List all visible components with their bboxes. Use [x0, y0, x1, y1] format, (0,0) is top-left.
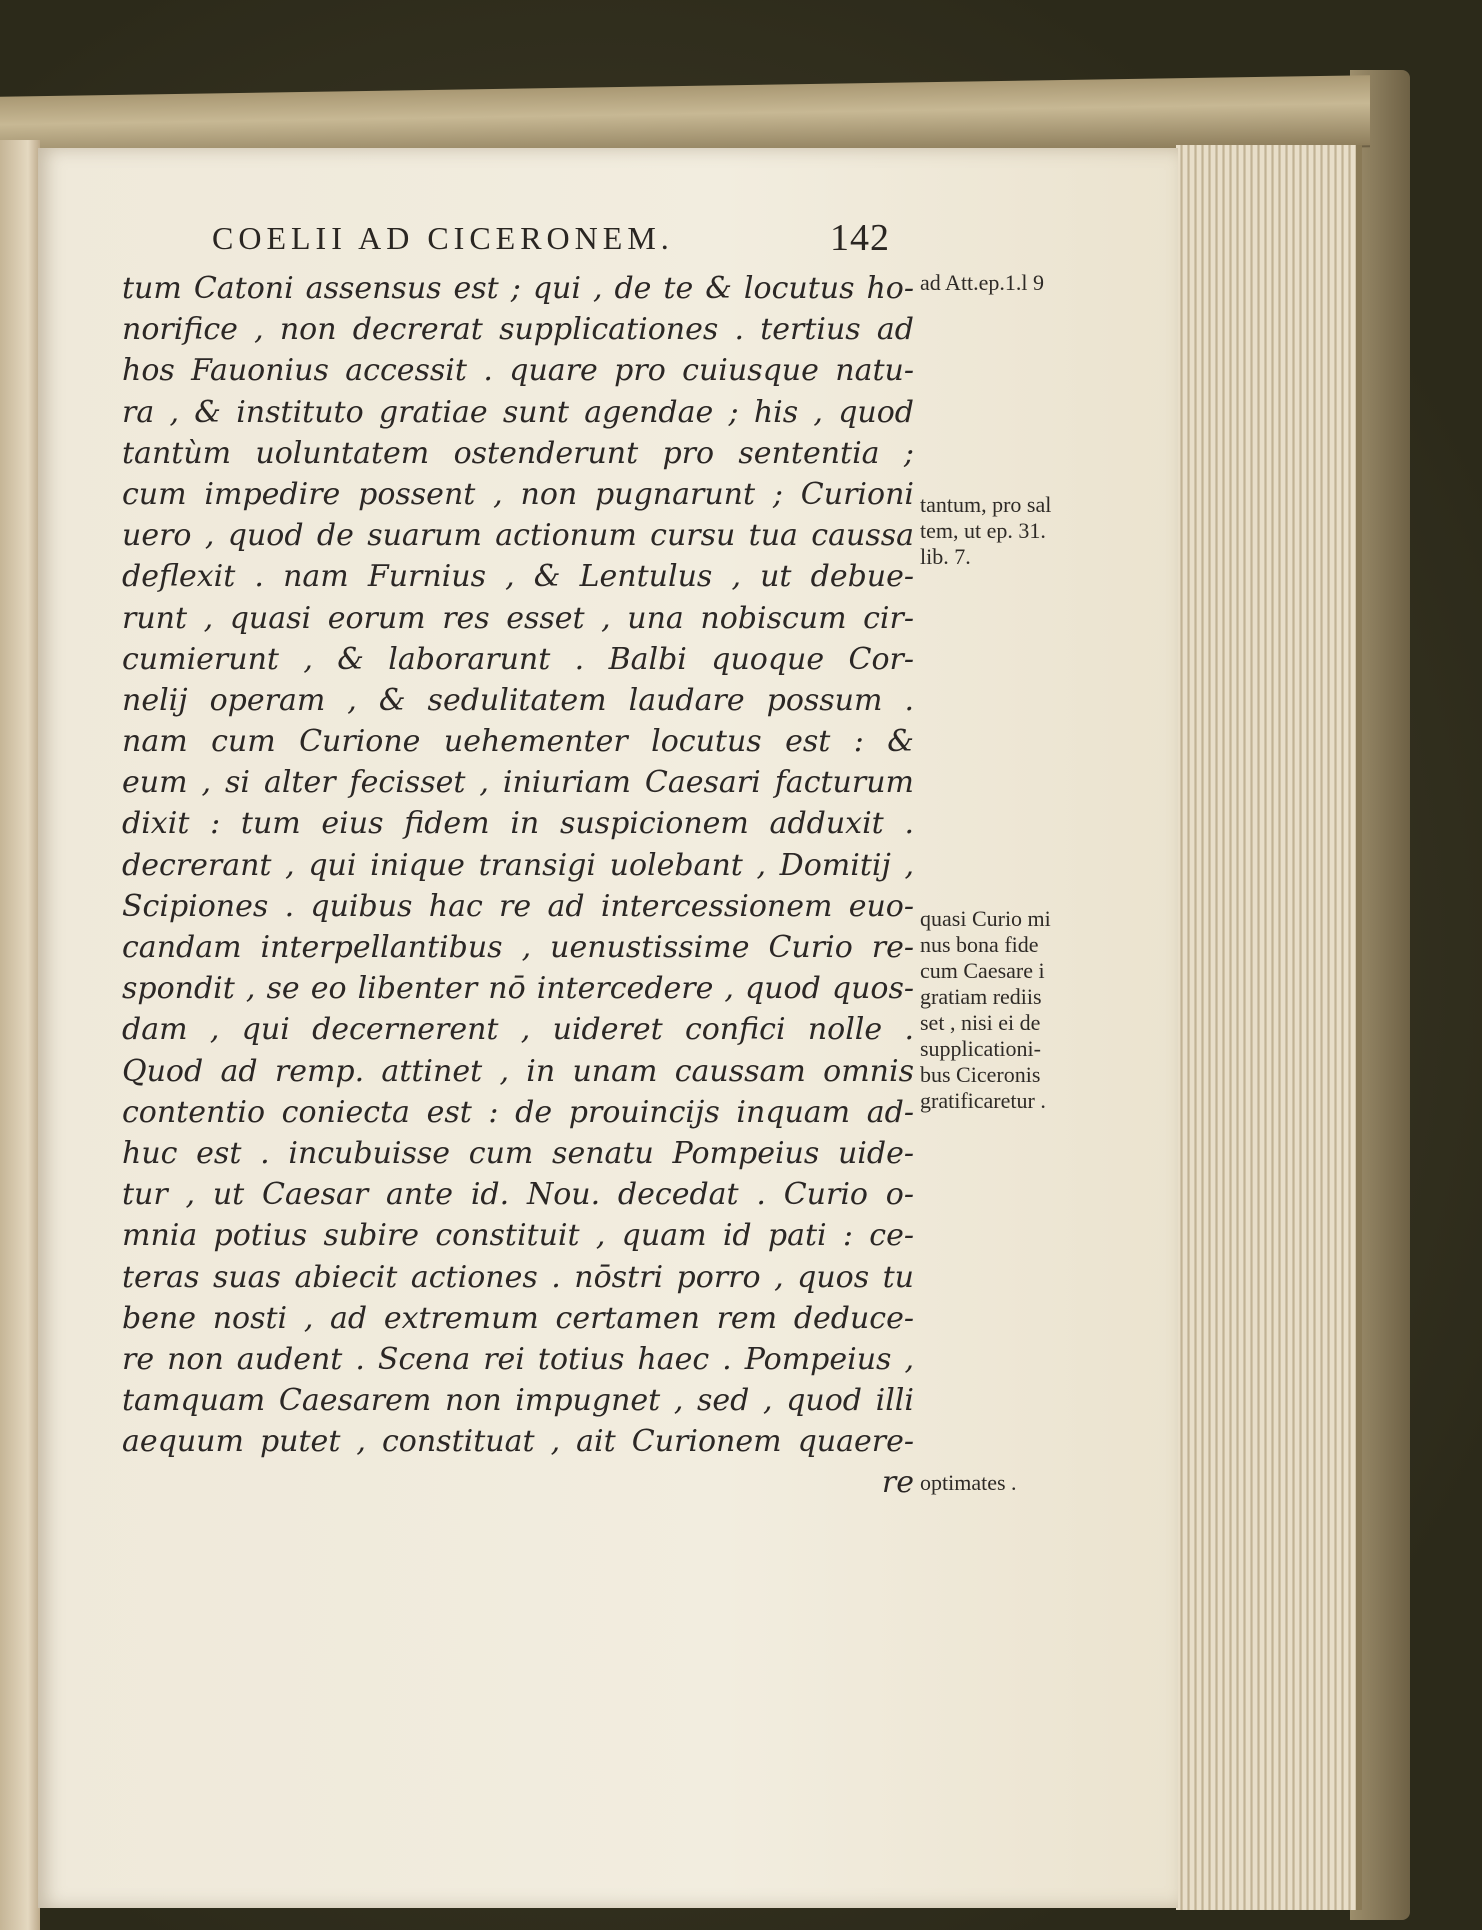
body-text	[122, 268, 914, 1504]
text-line: cum impedire possent , non pugnarunt ; Curioni	[122, 476, 914, 512]
margin-note-line: bus Ciceronis	[920, 1062, 1041, 1087]
margin-note-line: nus bona fide	[920, 932, 1039, 957]
text-line: spondit , se eo libenter nō intercedere , quod quos-	[122, 971, 914, 1007]
text-line: nelij operam , & sedulitatem laudare possum .	[122, 682, 914, 718]
margin-note	[920, 270, 1150, 296]
margin-note	[920, 492, 1150, 570]
text-line: tantùm uoluntatem ostenderunt pro sententia ;	[122, 435, 914, 471]
text-line: aequum putet , constituat , ait Curionem quaere-	[122, 1424, 914, 1460]
text-line: ra , & instituto gratiae sunt agendae ; his , quod	[122, 394, 914, 430]
text-line: mnia potius subire constituit , quam id pati : ce-	[122, 1218, 914, 1254]
margin-note	[920, 906, 1150, 1114]
text-line: Scipiones . quibus hac re ad intercessionem euo-	[122, 888, 914, 924]
text-line: dixit : tum eius fidem in suspicionem adduxit .	[122, 806, 914, 842]
text-line: uero , quod de suarum actionum cursu tua caussa	[122, 518, 914, 554]
text-line: dam , qui decernerent , uideret confici nolle .	[122, 1012, 914, 1048]
margin-note-line: supplicationi-	[920, 1036, 1041, 1061]
text-line: teras suas abiecit actiones . nōstri porro , quos tu	[122, 1259, 914, 1295]
text-line: re	[881, 1465, 914, 1501]
margin-note-line: cum Caesare i	[920, 958, 1045, 983]
text-line: eum , si alter fecisset , iniuriam Caesari facturum	[122, 765, 914, 801]
text-line: cumierunt , & laborarunt . Balbi quoque Cor-	[122, 641, 914, 677]
text-line: runt , quasi eorum res esset , una nobiscum cir-	[122, 600, 914, 636]
text-line: tur , ut Caesar ante id. Nou. decedat . Curio o-	[122, 1177, 914, 1213]
margin-note-line: ad Att.ep.1.l 9	[920, 270, 1045, 295]
running-title: COELII AD CICERONEM.	[212, 220, 674, 256]
text-line: Quod ad remp. attinet , in unam caussam omnis	[122, 1053, 914, 1089]
margin-note-line: set , nisi ei de	[920, 1010, 1041, 1035]
left-page-edge	[0, 140, 40, 1930]
margin-note-line: tantum, pro sal	[920, 492, 1052, 517]
text-line: bene nosti , ad extremum certamen rem deduce-	[122, 1300, 914, 1336]
text-line: contentio coniecta est : de prouincijs inquam ad-	[122, 1094, 914, 1130]
page-fore-edge	[1176, 145, 1362, 1910]
margin-note	[920, 1470, 1150, 1496]
margin-note-line: optimates .	[920, 1470, 1017, 1495]
text-line: candam interpellantibus , uenustissime Curio re-	[122, 930, 914, 965]
text-line: decrerant , qui inique transigi uolebant , Domitij ,	[122, 847, 914, 883]
running-header	[212, 217, 912, 259]
text-line: tamquam Caesarem non impugnet , sed , quod illi	[122, 1383, 914, 1419]
text-line: tum Catoni assensus est ; qui , de te & locutus ho-	[122, 271, 914, 306]
text-line: hos Fauonius accessit . quare pro cuiusque natu-	[122, 353, 914, 389]
text-line: re non audent . Scena rei totius haec . Pompeius ,	[122, 1341, 914, 1377]
text-line: nam cum Curione uehementer locutus est : &	[122, 724, 914, 760]
margin-note-line: gratiam rediis	[920, 984, 1042, 1009]
text-line: deflexit . nam Furnius , & Lentulus , ut debue-	[122, 559, 914, 595]
margin-note-line: quasi Curio mi	[920, 906, 1051, 931]
margin-note-line: tem, ut ep. 31.	[920, 518, 1046, 543]
margin-note-line: gratificaretur .	[920, 1088, 1046, 1113]
text-line: huc est . incubuisse cum senatu Pompeius uide-	[122, 1135, 914, 1171]
page-number: 142	[830, 217, 890, 259]
text-line: norifice , non decrerat supplicationes . tertius ad	[122, 312, 914, 348]
margin-note-line: lib. 7.	[920, 544, 971, 569]
